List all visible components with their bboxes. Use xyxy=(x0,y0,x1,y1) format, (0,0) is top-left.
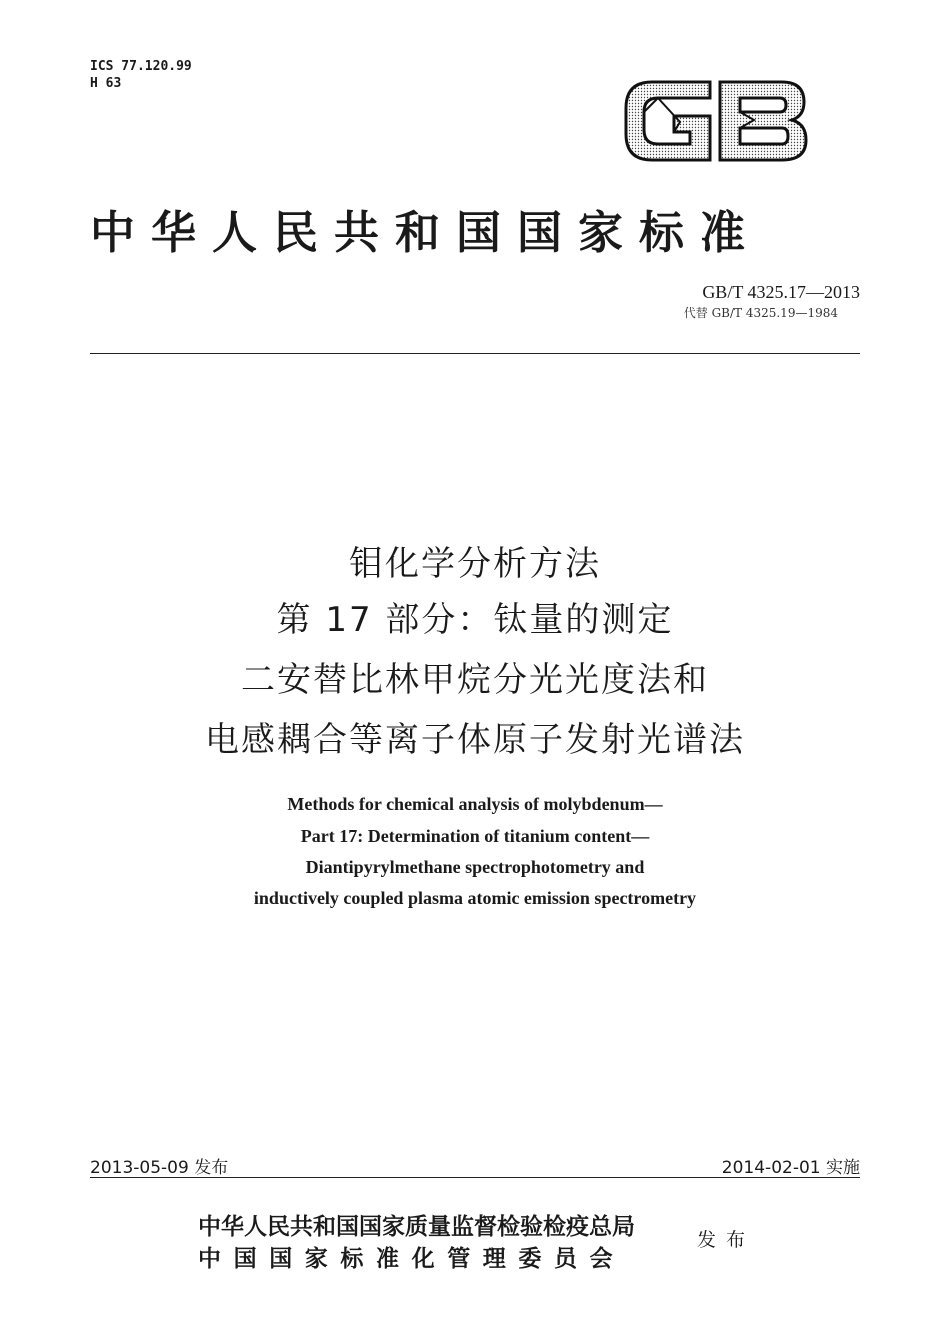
english-title-line-3: Diantipyrylmethane spectrophotometry and xyxy=(305,857,645,877)
replaces-standard: 代替 GB/T 4325.19—1984 xyxy=(683,306,838,320)
ccs-code: H 63 xyxy=(90,76,122,91)
english-title-line-1: Methods for chemical analysis of molybdenum— xyxy=(287,794,663,814)
issuing-organization-1: 中华人民共和国国家质量监督检验检疫总局 xyxy=(198,1213,635,1240)
classification-codes xyxy=(90,58,192,92)
country-standard-title: 中华人民共和国国家标准 xyxy=(90,206,762,259)
chinese-title-line-3: 二安替比林甲烷分光光度法和 xyxy=(241,660,709,700)
bottom-divider xyxy=(90,1177,860,1178)
ics-code: ICS 77.120.99 xyxy=(90,59,192,74)
implementation-date: 2014-02-01 实施 xyxy=(721,1158,860,1178)
issuing-organization-2: 中国国家标准化管理委员会 xyxy=(198,1245,626,1272)
gb-logo xyxy=(622,72,810,170)
top-divider xyxy=(90,353,860,354)
standard-number: GB/T 4325.17—2013 xyxy=(702,282,860,302)
english-title-line-2: Part 17: Determination of titanium content— xyxy=(300,826,650,846)
publish-label: 发布 xyxy=(697,1229,756,1251)
issue-date: 2013-05-09 发布 xyxy=(90,1158,229,1178)
english-title-line-4: inductively coupled plasma atomic emission spectrometry xyxy=(253,888,697,908)
chinese-title-line-2: 第 17 部分：钛量的测定 xyxy=(276,600,674,640)
chinese-title-line-4: 电感耦合等离子体原子发射光谱法 xyxy=(205,720,745,760)
chinese-title-line-1: 钼化学分析方法 xyxy=(349,544,601,584)
